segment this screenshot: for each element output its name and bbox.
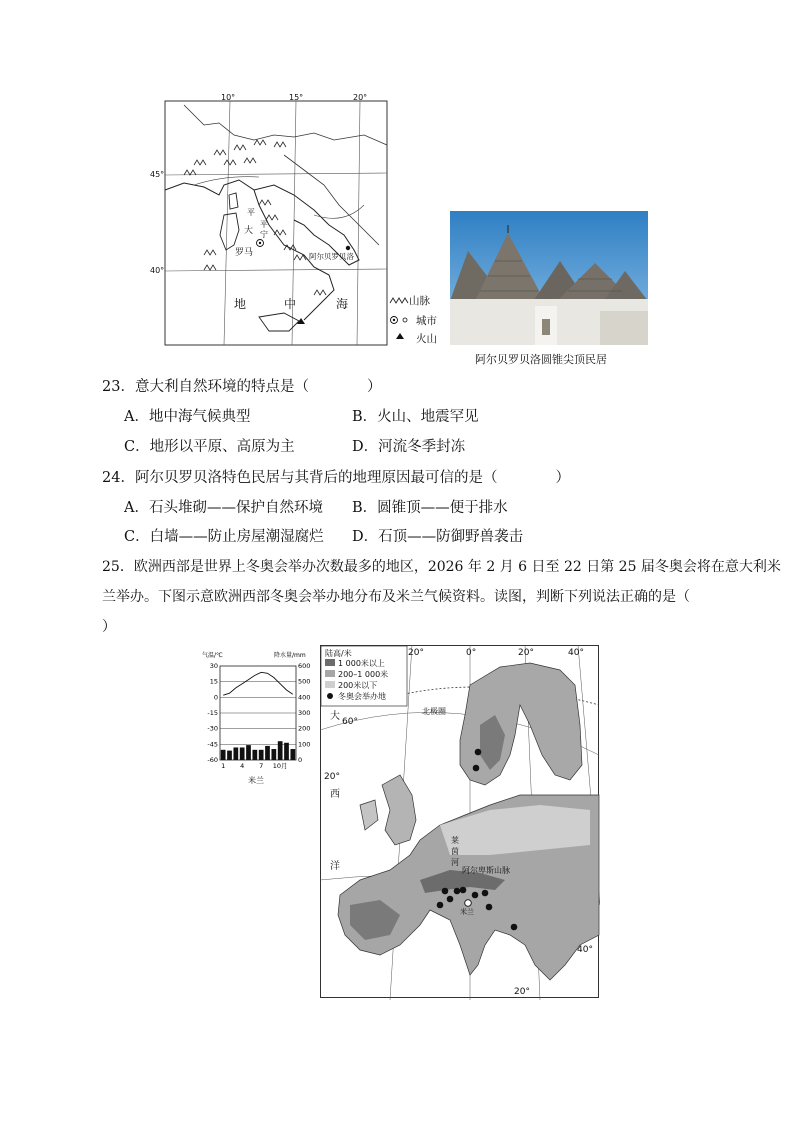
left-tick-label: 30 bbox=[209, 662, 218, 670]
legend-item-high: 1 000米以上 bbox=[338, 659, 385, 668]
ocean-char-2: 西 bbox=[330, 789, 340, 800]
alps-label: 阿尔卑斯山脉 bbox=[462, 866, 510, 875]
europe-lon-20w: 20° bbox=[408, 648, 424, 658]
q23-option-c[interactable]: C．地形以平原、高原为主 bbox=[124, 439, 295, 455]
x-tick-label: 10月 bbox=[272, 762, 288, 770]
legend-item-low: 200米以下 bbox=[338, 681, 378, 690]
precip-bar bbox=[290, 749, 295, 760]
precip-bar bbox=[221, 750, 226, 760]
europe-map bbox=[320, 645, 600, 1000]
right-tick-label: 600 bbox=[298, 662, 311, 670]
rhine-char-3: 河 bbox=[451, 858, 459, 867]
legend-volcano-label: 火山 bbox=[416, 333, 437, 345]
apennine-char-1: 平 bbox=[260, 220, 268, 229]
legend-item-mid: 200–1 000米 bbox=[338, 670, 389, 679]
sea-char-1: 地 bbox=[234, 297, 247, 311]
q24-option-c[interactable]: C．白墙——防止房屋潮湿腐烂 bbox=[124, 529, 324, 545]
left-tick-label: 0 bbox=[213, 693, 218, 702]
q24-option-b[interactable]: B．圆锥顶——便于排水 bbox=[352, 500, 508, 516]
left-tick-label: 15 bbox=[209, 677, 218, 686]
italy-map bbox=[150, 93, 446, 347]
question-25-line1: 25．欧洲西部是世界上冬奥会举办次数最多的地区，2026 年 2 月 6 日至 22 日第 25 届冬奥会将在意大利米 bbox=[102, 559, 781, 575]
station-label: 米兰 bbox=[248, 776, 264, 785]
question-24-stem: 24．阿尔贝罗贝洛特色民居与其背后的地理原因最可信的是（ ） bbox=[102, 470, 570, 486]
da-label: 大 bbox=[244, 226, 254, 236]
q24-option-a[interactable]: A．石头堆砌——保护自然环境 bbox=[124, 500, 323, 516]
q23-option-a[interactable]: A．地中海气候典型 bbox=[124, 409, 251, 425]
left-tick-label: -30 bbox=[207, 724, 218, 733]
precip-bar bbox=[271, 749, 276, 760]
milan-label: 米兰 bbox=[460, 908, 474, 916]
x-tick-label: 7 bbox=[259, 762, 264, 770]
arctic-circle-label: 北极圈 bbox=[422, 707, 446, 716]
q23-option-d[interactable]: D．河流冬季封冻 bbox=[352, 439, 466, 455]
europe-lon-20e-bottom: 20° bbox=[514, 987, 530, 997]
x-tick-label: 4 bbox=[240, 762, 245, 770]
right-tick-label: 200 bbox=[298, 724, 311, 733]
rhine-char-1: 莱 bbox=[451, 836, 459, 845]
precip-bar bbox=[233, 747, 238, 760]
precip-bar bbox=[265, 746, 270, 760]
left-tick-label: -45 bbox=[207, 740, 218, 749]
milan-climate-chart bbox=[198, 648, 318, 793]
legend-city-label: 城市 bbox=[416, 315, 437, 327]
lat-label-45: 45° bbox=[150, 170, 165, 179]
lon-label-20: 20° bbox=[353, 93, 368, 102]
right-axis-title: 降水量/mm bbox=[274, 652, 306, 659]
q24-option-d[interactable]: D．石顶——防御野兽袭击 bbox=[352, 529, 524, 545]
europe-lon-40e: 40° bbox=[568, 648, 584, 658]
legend-item-olympic: 冬奥会举办地 bbox=[338, 692, 386, 701]
photo-caption: 阿尔贝罗贝洛圆锥尖顶民居 bbox=[475, 353, 607, 366]
precip-bar bbox=[252, 750, 257, 760]
sea-char-3: 海 bbox=[336, 297, 349, 311]
europe-legend-title: 陆高/米 bbox=[325, 649, 352, 658]
europe-lon-0: 0° bbox=[466, 648, 477, 658]
precip-bar bbox=[227, 751, 232, 760]
question-23-stem: 23．意大利自然环境的特点是（ ） bbox=[102, 379, 382, 395]
q23-option-b[interactable]: B．火山、地震罕见 bbox=[352, 409, 479, 425]
right-tick-label: 100 bbox=[298, 740, 311, 749]
precip-bar bbox=[278, 741, 283, 760]
x-tick-label: 1 bbox=[221, 762, 226, 770]
lon-label-10: 10° bbox=[221, 93, 236, 102]
alberobello-label: 阿尔贝罗贝洛 bbox=[309, 252, 354, 261]
left-tick-label: -60 bbox=[207, 756, 218, 764]
apennine-char-2: 宁 bbox=[260, 230, 268, 239]
lat-label-40: 40° bbox=[150, 266, 165, 275]
rhine-char-2: 茵 bbox=[451, 847, 459, 856]
question-25-line2: 兰举办。下图示意欧洲西部冬奥会举办地分布及米兰气候资料。读图，判断下列说法正确的是（ bbox=[102, 589, 690, 605]
ocean-char-1: 大 bbox=[330, 711, 340, 722]
alberobello-photo bbox=[450, 211, 648, 345]
legend-mountain-label: 山脉 bbox=[409, 295, 430, 307]
right-tick-label: 0 bbox=[298, 756, 303, 764]
right-tick-label: 400 bbox=[298, 693, 311, 702]
europe-lat-40: 40° bbox=[577, 945, 593, 955]
precip-bar bbox=[240, 747, 245, 760]
ping-top-label: 平 bbox=[247, 208, 255, 217]
left-axis-title: 气温/℃ bbox=[202, 652, 223, 659]
europe-lat-60: 60° bbox=[342, 717, 358, 727]
precip-bar bbox=[246, 745, 251, 760]
right-tick-label: 500 bbox=[298, 677, 311, 686]
precip-bar bbox=[284, 743, 289, 760]
question-25-line3: ） bbox=[102, 619, 116, 635]
left-tick-label: -15 bbox=[207, 709, 218, 717]
right-tick-label: 300 bbox=[298, 709, 311, 717]
sea-char-2: 中 bbox=[284, 297, 297, 311]
precip-bar bbox=[259, 750, 264, 760]
lon-label-15: 15° bbox=[289, 93, 304, 102]
rome-label: 罗马 bbox=[235, 248, 254, 258]
europe-lon-20e: 20° bbox=[518, 648, 534, 658]
ocean-char-3: 洋 bbox=[330, 861, 340, 872]
europe-lat-20: 20° bbox=[324, 772, 340, 782]
